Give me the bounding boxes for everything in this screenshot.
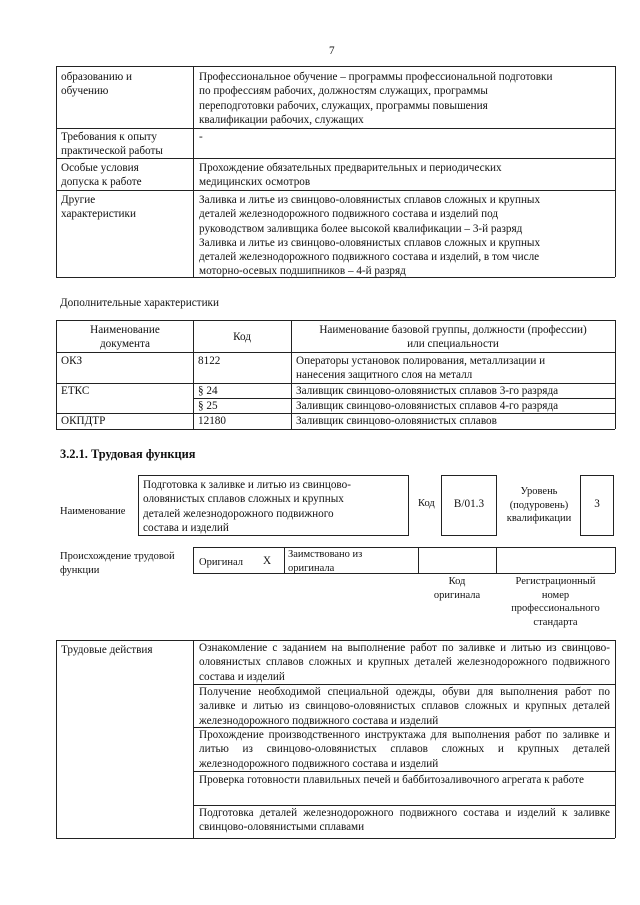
function-borrowed-label: Заимствовано из оригинала: [288, 549, 363, 574]
codes-row-okpdtr-name: Заливщик свинцово-оловянистых сплавов: [296, 415, 497, 427]
codes-row-etks2-code: § 25: [198, 400, 218, 412]
codes-row-okz-doc: ОКЗ: [61, 355, 83, 367]
labor-action-item: Подготовка деталей железнодорожного подвижного состава и изделий к заливке свинцово-оловянистыми сплавами: [199, 807, 610, 834]
codes-row-okz-name: Операторы установок полирования, металлизации и нанесения защитного слоя на металл: [296, 355, 546, 382]
function-original-mark: X: [263, 555, 272, 567]
codes-row-etks-doc: ЕТКС: [61, 385, 90, 397]
function-name-label: Наименование: [60, 506, 126, 517]
codes-row-etks-name: Заливщик свинцово-оловянистых сплавов 3-го разряда: [296, 385, 559, 397]
codes-header-document: Наименование документа: [90, 324, 160, 351]
codes-row-okpdtr-doc: ОКПДТР: [61, 415, 106, 427]
labor-function-title: 3.2.1. Трудовая функция: [60, 447, 196, 461]
labor-actions-label: Трудовые действия: [61, 644, 153, 656]
page-number: 7: [329, 45, 335, 57]
function-reg-number-caption: Регистрационный номер профессионального стандарта: [511, 576, 600, 628]
function-level-value: 3: [594, 498, 600, 510]
function-origin-label: Происхождение трудовой функции: [60, 551, 175, 576]
function-name-value: Подготовка к заливке и литью из свинцово- оловянистых сплавов сложных и крупных деталей железнодорожного подвижного состава и изделий: [143, 479, 351, 534]
function-origin-code-caption: Код оригинала: [433, 576, 481, 601]
labor-action-item: Проверка готовности плавильных печей и баббитозаливочного агрегата к работе: [199, 774, 584, 786]
req-label-other: Другие характеристики: [61, 194, 136, 221]
codes-header-name: Наименование базовой группы, должности (профессии) или специальности: [319, 324, 587, 351]
codes-row-etks2-name: Заливщик свинцово-оловянистых сплавов 4-го разряда: [296, 400, 559, 412]
codes-row-okz-code: 8122: [198, 355, 221, 367]
additional-characteristics-title: Дополнительные характеристики: [60, 297, 219, 309]
req-label-experience: Требования к опыту практической работы: [61, 131, 163, 158]
labor-action-item: Прохождение производственного инструктажа для выполнения работ по заливке и литью из свинцово-оловянистых сплавов сложных и крупных деталей железнодорожного подвижного состава и изделий: [199, 729, 610, 770]
req-value-education: Профессиональное обучение – программы профессиональной подготовки по профессиям рабочих, должностям служащих, программы переподготовки рабочих, служащих, программы повышения квалификации рабочих, служащих: [199, 71, 553, 126]
req-value-other: Заливка и литье из свинцово-оловянистых сплавов сложных и крупных деталей железнодорожного подвижного состава и изделий под руководством заливщика более высокой квалификации – 3-й разряд Заливка и литье из свинцово-оловянистых сплавов сложных и крупных деталей железнодорожного подвижного состава и изделий, в том числе моторно-осевых подшипников – 4-й разряд: [199, 194, 541, 278]
function-code-label: Код: [418, 498, 435, 509]
labor-action-item: Ознакомление с заданием на выполнение работ по заливке и литью из свинцово-оловянистых сплавов сложных и крупных деталей железнодорожного подвижного состава и изделий: [199, 642, 610, 683]
req-label-education: образованию и обучению: [61, 71, 133, 98]
codes-row-etks-code: § 24: [198, 385, 218, 397]
req-value-admission: Прохождение обязательных предварительных и периодических медицинских осмотров: [199, 162, 502, 189]
req-value-experience: -: [199, 131, 203, 143]
codes-header-code: Код: [233, 331, 251, 343]
codes-row-okpdtr-code: 12180: [198, 415, 226, 427]
labor-action-item: Получение необходимой специальной одежды, обуви для выполнения работ по заливке и литью из свинцово-оловянистых сплавов сложных и крупных деталей железнодорожного подвижного состава и изделий: [199, 686, 610, 727]
function-code-value: B/01.3: [453, 498, 485, 510]
function-original-label: Оригинал: [199, 557, 243, 568]
req-label-admission: Особые условия допуска к работе: [61, 162, 142, 189]
function-level-label: Уровень (подуровень) квалификации: [506, 486, 572, 524]
